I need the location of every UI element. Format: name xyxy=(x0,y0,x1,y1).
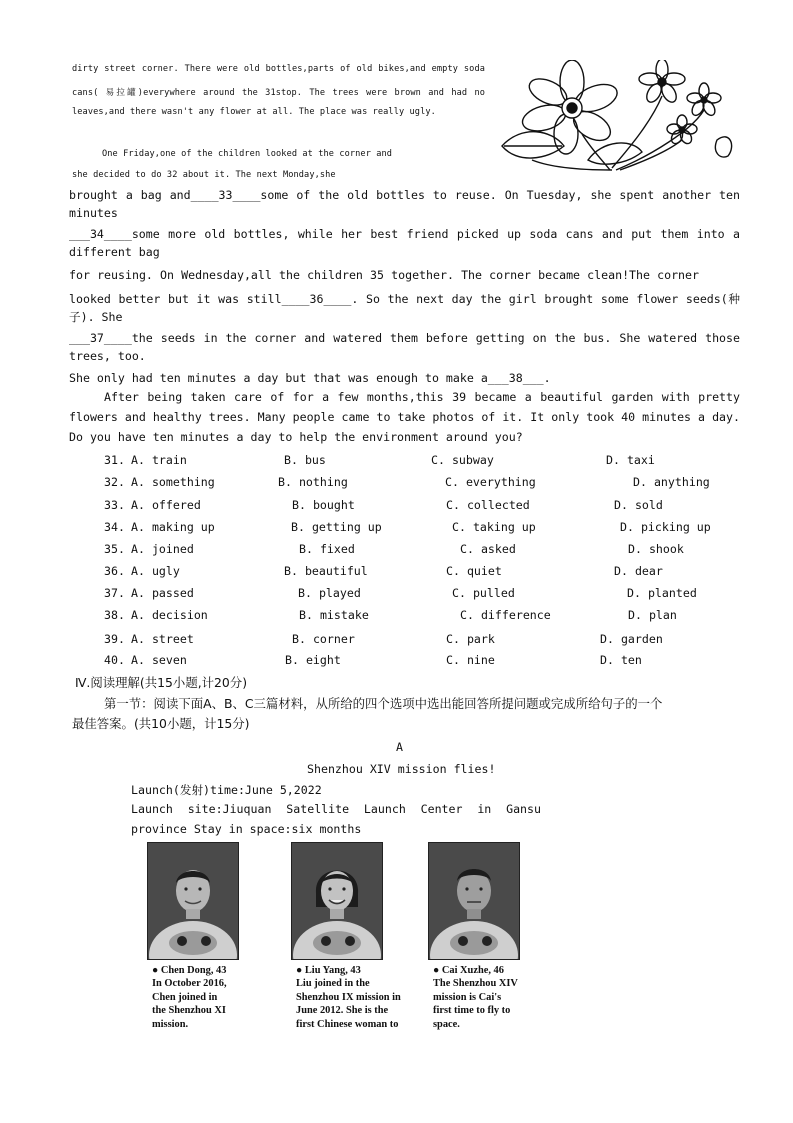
reading-title: Shenzhou XIV mission flies! xyxy=(307,762,496,776)
astronaut-bio: mission is Cai's xyxy=(433,991,502,1003)
astronaut-bio: Chen joined in xyxy=(152,991,218,1003)
astronaut-bio: The Shenzhou XIV xyxy=(433,978,518,990)
astronaut-name: ● Chen Dong, 43 xyxy=(152,965,227,976)
section-title: Ⅳ.阅读理解(共15小题,计20分) xyxy=(75,675,248,690)
stay-in-space: province Stay in space:six months xyxy=(131,822,362,836)
option-a[interactable]: A. something xyxy=(131,475,215,489)
question-number: 36. xyxy=(104,564,125,578)
option-d[interactable]: D. plan xyxy=(628,608,677,622)
question-number: 33. xyxy=(104,498,125,512)
option-b[interactable]: B. nothing xyxy=(278,475,348,489)
question-number: 32. xyxy=(104,475,125,489)
section-instructions: 第一节：阅读下面A、B、C三篇材料，从所给的四个选项中选出能回答所提问题或完成所给句子的一个 xyxy=(104,696,663,711)
option-b[interactable]: B. beautiful xyxy=(284,564,368,578)
option-a[interactable]: A. passed xyxy=(131,586,194,600)
astronaut-caption xyxy=(296,964,420,1031)
option-d[interactable]: D. taxi xyxy=(606,453,655,467)
passage-line: Do you have ten minutes a day to help the environment around you? xyxy=(69,430,523,444)
launch-time: Launch(发射)time:June 5,2022 xyxy=(131,783,322,797)
astronaut-name: ● Liu Yang, 43 xyxy=(296,965,361,976)
option-d[interactable]: D. picking up xyxy=(620,520,711,534)
option-b[interactable]: B. mistake xyxy=(299,608,369,622)
passage-line: 子). She xyxy=(69,310,123,324)
friday-line: One Friday,one of the children looked at the corner and xyxy=(102,149,393,159)
option-a[interactable]: A. decision xyxy=(131,608,208,622)
option-a[interactable]: A. seven xyxy=(131,653,187,667)
option-b[interactable]: B. fixed xyxy=(299,542,355,556)
astronaut-bio: June 2012. She is the xyxy=(296,1005,389,1017)
option-b[interactable]: B. eight xyxy=(285,653,341,667)
question-number: 40. xyxy=(104,653,125,667)
question-number: 34. xyxy=(104,520,125,534)
option-d[interactable]: D. dear xyxy=(614,564,663,578)
launch-site: Launch site:Jiuquan Satellite Launch Center in Gansu xyxy=(131,802,541,816)
option-c[interactable]: C. subway xyxy=(431,453,494,467)
passage-line: looked better but it was still____36____. So the next day the girl brought some flower seeds(种 xyxy=(69,292,740,306)
option-b[interactable]: B. bus xyxy=(284,453,326,467)
option-c[interactable]: C. park xyxy=(446,632,495,646)
option-b[interactable]: B. played xyxy=(298,586,361,600)
option-a[interactable]: A. ugly xyxy=(131,564,180,578)
question-number: 37. xyxy=(104,586,125,600)
astronaut-photo-liu-yang xyxy=(291,842,383,960)
option-c[interactable]: C. everything xyxy=(445,475,536,489)
passage-line: different bag xyxy=(69,245,160,259)
astronaut-bio: Shenzhou IX mission in xyxy=(296,991,401,1003)
astronaut-photo-chen-dong xyxy=(147,842,239,960)
friday-line: she decided to do 32 about it. The next Monday,she xyxy=(72,170,336,180)
astronaut-bio: first time to fly to xyxy=(433,1005,511,1017)
flower-illustration xyxy=(492,60,737,172)
astronaut-caption xyxy=(433,964,563,1031)
passage-line: ___37____the seeds in the corner and watered them before getting on the bus. She watered those xyxy=(69,331,740,345)
option-c[interactable]: C. asked xyxy=(460,542,516,556)
astronaut-photo-cai-xuzhe xyxy=(428,842,520,960)
intro-line: dirty street corner. There were old bottles,parts of old bikes,and empty soda xyxy=(72,64,485,74)
option-a[interactable]: A. joined xyxy=(131,542,194,556)
passage-line: ___34____some more old bottles, while her best friend picked up soda cans and put them into a xyxy=(69,227,740,241)
astronaut-caption xyxy=(152,964,282,1031)
passage-line: She only had ten minutes a day but that was enough to make a___38___. xyxy=(69,371,551,385)
option-a[interactable]: A. offered xyxy=(131,498,201,512)
option-b[interactable]: B. corner xyxy=(292,632,355,646)
question-number: 39. xyxy=(104,632,125,646)
option-d[interactable]: D. anything xyxy=(633,475,710,489)
option-c[interactable]: C. nine xyxy=(446,653,495,667)
option-d[interactable]: D. garden xyxy=(600,632,663,646)
passage-line: brought a bag and____33____some of the old bottles to reuse. On Tuesday, she spent another ten xyxy=(69,188,740,202)
option-b[interactable]: B. bought xyxy=(292,498,355,512)
intro-line: leaves,and there wasn't any flower at all. The place was really ugly. xyxy=(72,107,436,117)
question-number: 31. xyxy=(104,453,125,467)
option-d[interactable]: D. ten xyxy=(600,653,642,667)
passage-line: minutes xyxy=(69,206,118,220)
passage-line: for reusing. On Wednesday,all the children 35 together. The corner became clean!The corner xyxy=(69,268,699,282)
option-a[interactable]: A. street xyxy=(131,632,194,646)
question-number: 38. xyxy=(104,608,125,622)
astronaut-bio: first Chinese woman to xyxy=(296,1018,399,1030)
astronaut-bio: Liu joined in the xyxy=(296,978,370,990)
option-c[interactable]: C. taking up xyxy=(452,520,536,534)
option-c[interactable]: C. quiet xyxy=(446,564,502,578)
intro-line: cans( 易拉罐)everywhere around the 31stop. The trees were brown and had no xyxy=(72,88,485,98)
option-c[interactable]: C. difference xyxy=(460,608,551,622)
passage-line: After being taken care of for a few months,this 39 became a beautiful garden with pretty xyxy=(104,390,740,404)
astronaut-bio: In October 2016, xyxy=(152,978,227,990)
passage-line: trees, too. xyxy=(69,349,146,363)
option-d[interactable]: D. planted xyxy=(627,586,697,600)
passage-line: flowers and healthy trees. Many people came to take photos of it. It only took 40 minutes a day. xyxy=(69,410,740,424)
astronaut-bio: space. xyxy=(433,1018,460,1030)
option-c[interactable]: C. collected xyxy=(446,498,530,512)
astronaut-name: ● Cai Xuzhe, 46 xyxy=(433,965,504,976)
option-a[interactable]: A. train xyxy=(131,453,187,467)
question-number: 35. xyxy=(104,542,125,556)
option-d[interactable]: D. sold xyxy=(614,498,663,512)
reading-letter: A xyxy=(396,740,403,754)
option-a[interactable]: A. making up xyxy=(131,520,215,534)
astronaut-bio: the Shenzhou XI xyxy=(152,1005,226,1017)
section-instructions: 最佳答案。(共10小题，计15分) xyxy=(72,716,250,731)
option-b[interactable]: B. getting up xyxy=(291,520,382,534)
option-c[interactable]: C. pulled xyxy=(452,586,515,600)
astronaut-bio: mission. xyxy=(152,1018,189,1030)
option-d[interactable]: D. shook xyxy=(628,542,684,556)
